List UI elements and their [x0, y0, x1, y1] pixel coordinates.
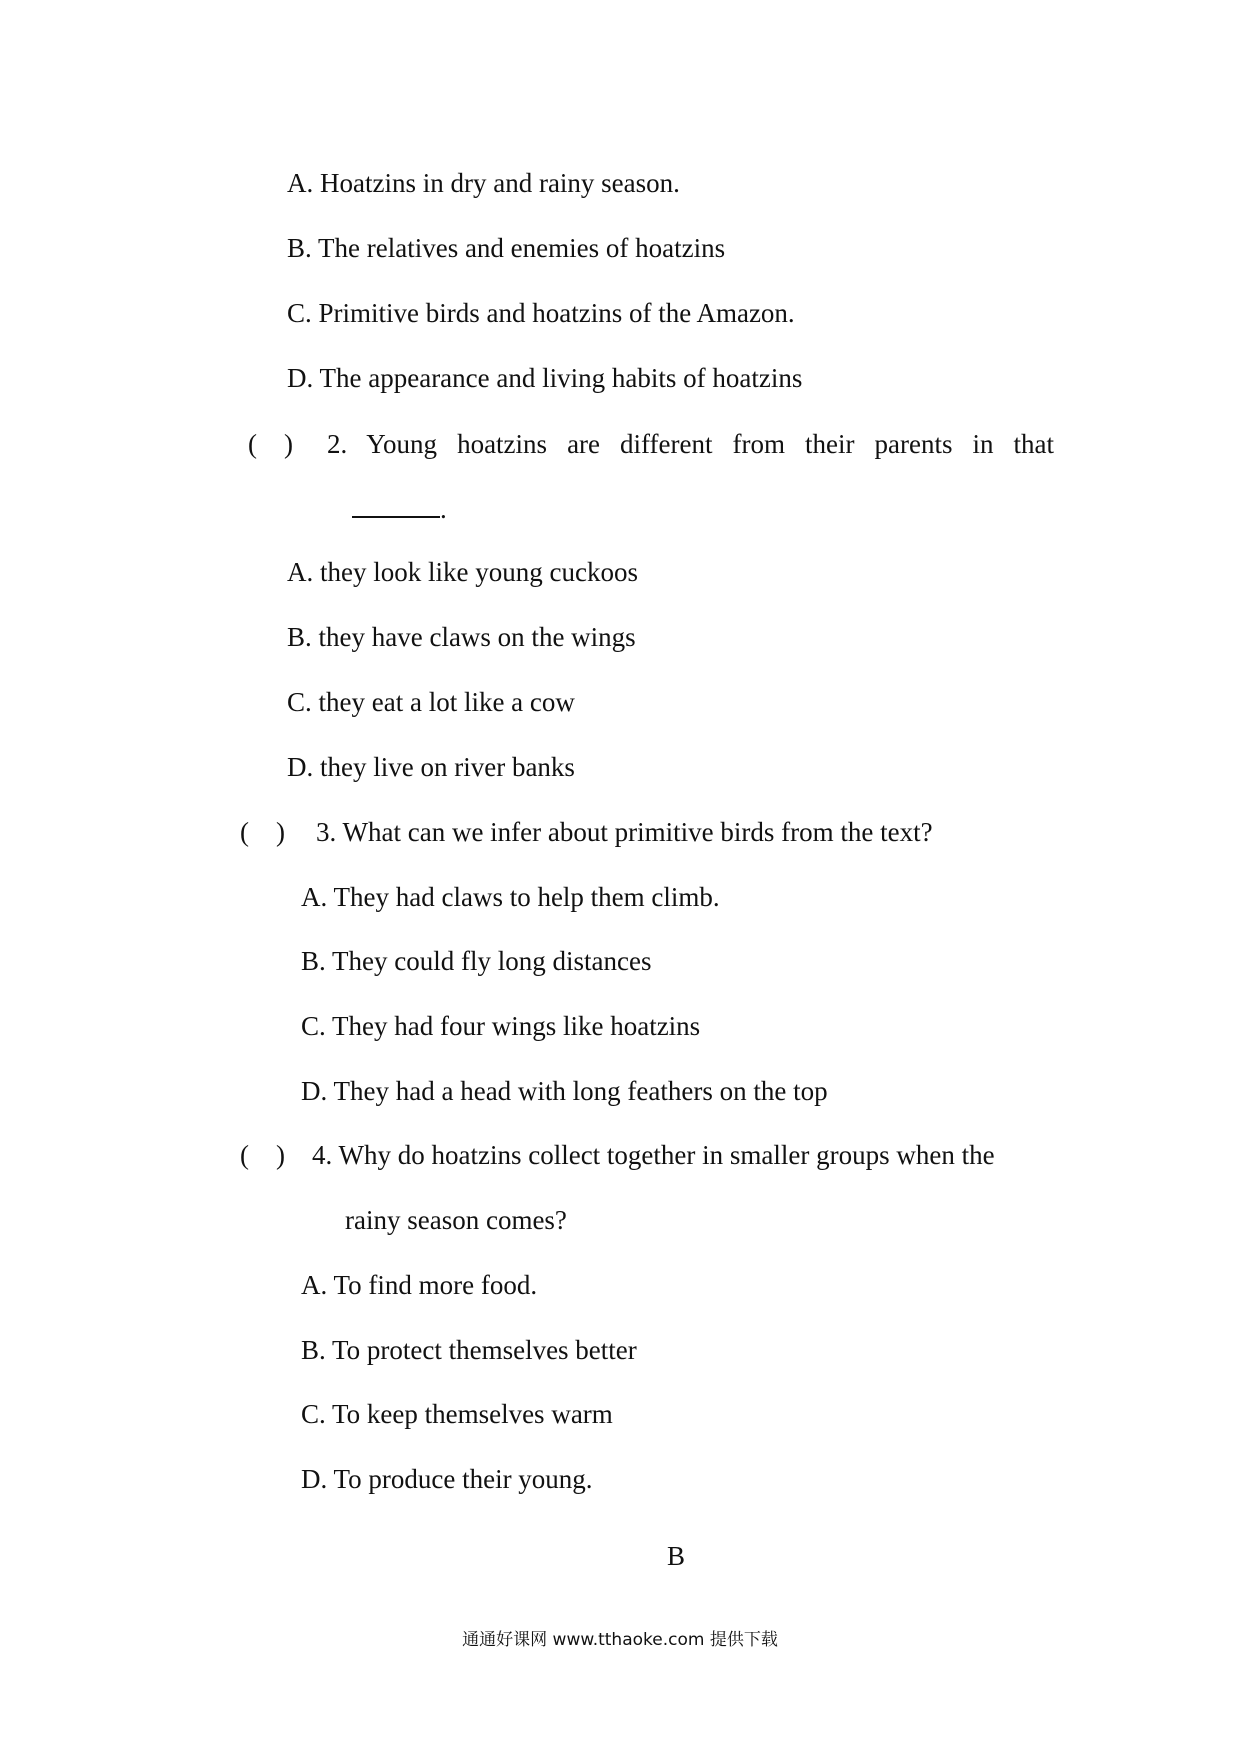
q3-option-c: C. They had four wings like hoatzins [301, 1011, 701, 1041]
q4-option-b: B. To protect themselves better [301, 1335, 637, 1365]
q3-option-a: A. They had claws to help them climb. [301, 882, 720, 912]
q4-option-a: A. To find more food. [301, 1270, 538, 1300]
q3-option-b: B. They could fly long distances [301, 946, 652, 976]
q3-stem: 3. What can we infer about primitive birds from the text? [316, 817, 933, 847]
q3-answer-bracket: ( ) [240, 817, 285, 847]
q2-blank-line [352, 492, 447, 526]
q4-option-d: D. To produce their young. [301, 1464, 593, 1494]
section-heading-b: B [667, 1541, 686, 1571]
q2-option-c: C. they eat a lot like a cow [287, 687, 575, 717]
q4-option-c: C. To keep themselves warm [301, 1399, 613, 1429]
q1-option-b: B. The relatives and enemies of hoatzins [287, 233, 726, 263]
q2-stem: 2. Young hoatzins are different from their parents in that [327, 429, 1054, 459]
q1-option-c: C. Primitive birds and hoatzins of the Amazon. [287, 298, 795, 328]
footer-source-note: 通通好课网 www.tthaoke.com 提供下载 [462, 1630, 778, 1650]
q4-answer-bracket: ( ) [240, 1140, 285, 1170]
q1-option-d: D. The appearance and living habits of hoatzins [287, 363, 803, 393]
q1-option-a: A. Hoatzins in dry and rainy season. [287, 168, 680, 198]
q2-answer-bracket: ( ) [248, 429, 293, 459]
q2-blank-suffix: . [440, 494, 447, 524]
q2-option-b: B. they have claws on the wings [287, 622, 636, 652]
q2-option-a: A. they look like young cuckoos [287, 557, 638, 587]
q2-blank [352, 494, 440, 518]
q4-stem-line1: 4. Why do hoatzins collect together in smaller groups when the [312, 1140, 995, 1170]
q3-option-d: D. They had a head with long feathers on the top [301, 1076, 828, 1106]
q4-stem-line2: rainy season comes? [345, 1205, 567, 1235]
q2-option-d: D. they live on river banks [287, 752, 575, 782]
